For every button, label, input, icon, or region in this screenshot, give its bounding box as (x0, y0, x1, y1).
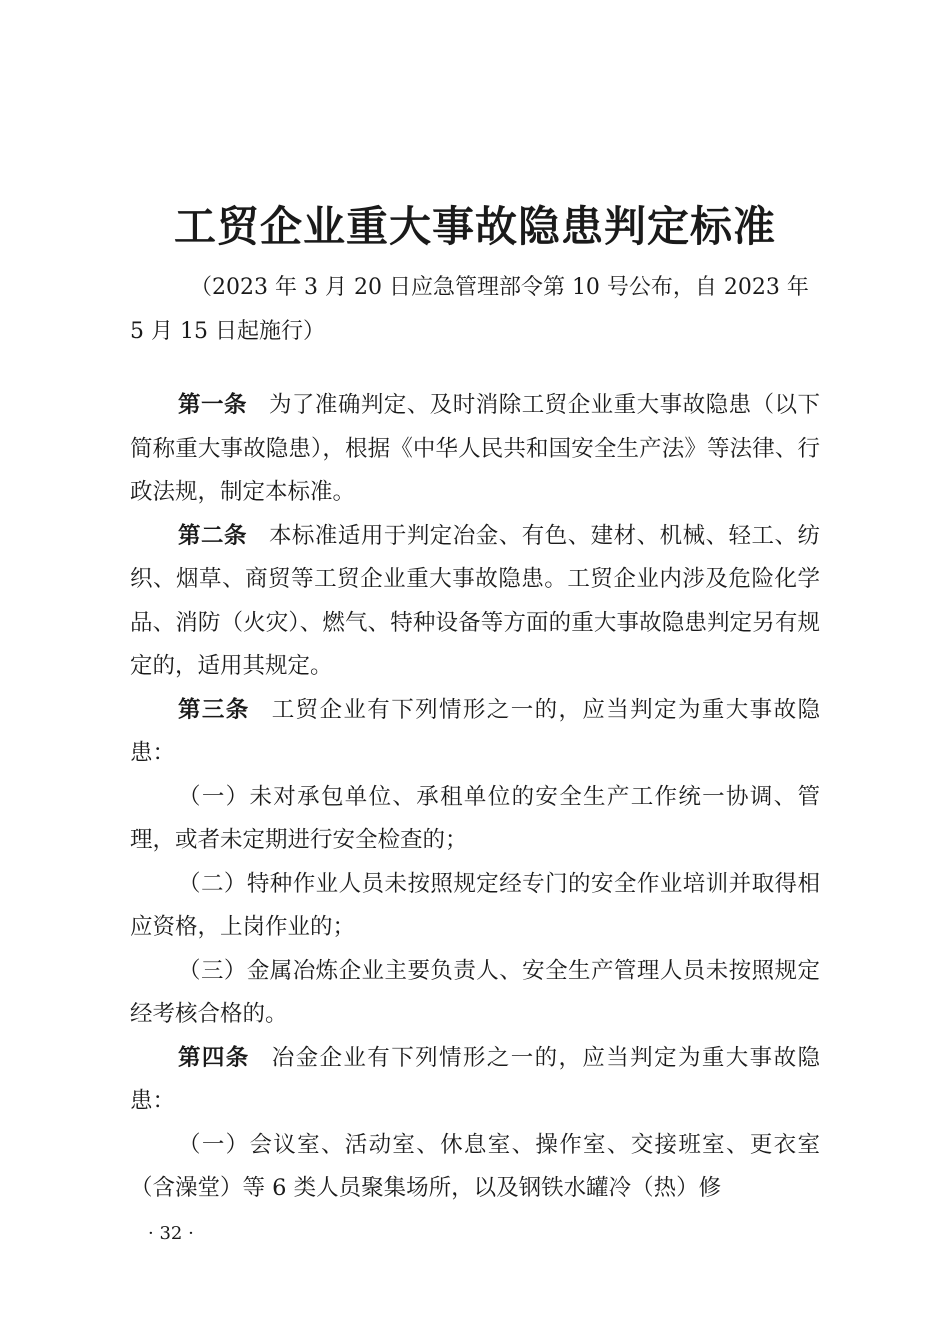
article-paragraph (130, 1037, 820, 1124)
article-label: 第四条 (178, 1044, 250, 1071)
clause-text: （三）金属冶炼企业主要负责人、安全生产管理人员未按照规定经考核合格的。 (130, 957, 820, 1027)
document-subtitle: （2023 年 3 月 20 日应急管理部令第 10 号公布，自 2023 年 5 月 15 日起施行） (130, 275, 809, 344)
article-paragraph (130, 689, 820, 776)
article-text: 本标准适用于判定冶金、有色、建材、机械、轻工、纺织、烟草、商贸等工贸企业重大事故隐患。工贸企业内涉及危险化学品、消防（火灾）、燃气、特种设备等方面的重大事故隐患判定另有规定的，适用其规定。 (130, 522, 820, 679)
article-text: 为了准确判定、及时消除工贸企业重大事故隐患（以下简称重大事故隐患），根据《中华人民共和国安全生产法》等法律、行政法规，制定本标准。 (130, 392, 820, 505)
clause-text: （一）未对承包单位、承租单位的安全生产工作统一协调、管理，或者未定期进行安全检查的； (130, 783, 820, 853)
clause-text: （一）会议室、活动室、休息室、操作室、交接班室、更衣室（含澡堂）等 6 类人员聚集场所，以及钢铁水罐冷（热）修 (130, 1131, 820, 1201)
article-text: 冶金企业有下列情形之一的，应当判定为重大事故隐患： (130, 1044, 820, 1114)
clause-paragraph (130, 776, 820, 863)
clause-text: （二）特种作业人员未按照规定经专门的安全作业培训并取得相应资格，上岗作业的； (130, 870, 820, 940)
clause-paragraph (130, 950, 820, 1037)
clause-paragraph (130, 1124, 820, 1211)
article-label: 第二条 (178, 522, 247, 549)
article-text: 工贸企业有下列情形之一的，应当判定为重大事故隐患： (130, 696, 820, 766)
page-number: · 32 · (148, 1223, 194, 1244)
article-paragraph (130, 515, 820, 689)
document-body (130, 384, 820, 1211)
article-label: 第三条 (178, 696, 250, 723)
clause-paragraph (130, 863, 820, 950)
article-label: 第一条 (178, 392, 247, 418)
article-paragraph (130, 384, 820, 515)
document-title: 工贸企业重大事故隐患判定标准 (173, 202, 776, 251)
